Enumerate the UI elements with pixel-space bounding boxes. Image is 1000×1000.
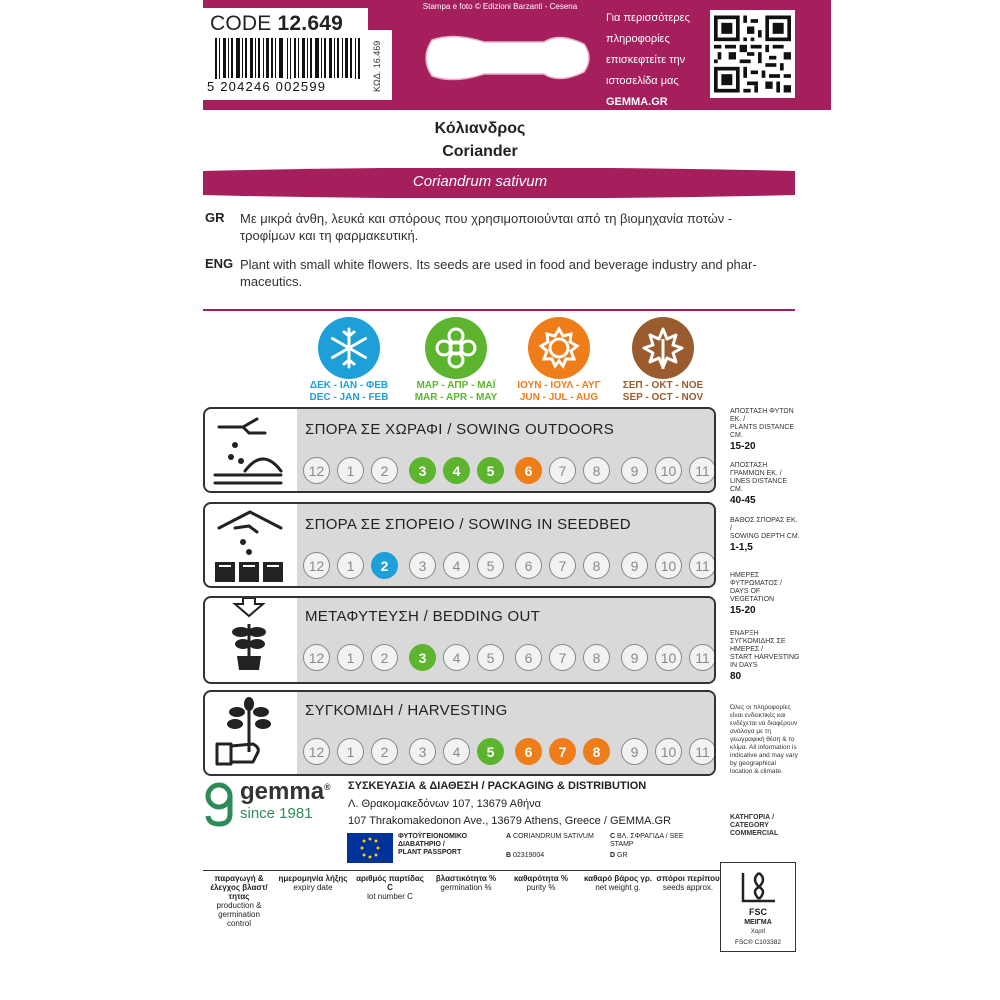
side-info-label: DAYS OF VEGETATION (730, 588, 775, 603)
passport-field-value: CORIANDRUM SATIVUM (513, 833, 594, 840)
month-11: 11 (689, 552, 716, 579)
footer-label-en: lot number C (367, 892, 413, 901)
side-info-value: 40-45 (730, 495, 756, 506)
kod-strip (368, 30, 392, 100)
month-8: 8 (583, 644, 610, 671)
footer-label-en: germination % (440, 883, 492, 892)
brand-name (240, 778, 331, 806)
season-label-en: MAR - APR - MAY (414, 392, 498, 403)
footer-label-gr: βλαστικότητα % (435, 874, 497, 883)
month-9: 9 (621, 552, 648, 579)
month-10: 10 (655, 738, 682, 765)
passport-b (506, 852, 606, 860)
description-line: τροφίμων και τη φαρμακευτική. (240, 228, 419, 243)
print-credit: Stampa e foto © Edizioni Barzanti - Cesena (422, 2, 578, 11)
month-1: 1 (337, 457, 364, 484)
activity-row-harvesting (203, 690, 716, 776)
flower-icon (425, 317, 487, 379)
month-9: 9 (621, 457, 648, 484)
description-line: Με μικρά άνθη, λευκά και σπόρους που χρησιμοποιούνται από τη βιομηχανία ποτών - (240, 211, 733, 226)
address-greek: Λ. Θρακομακεδόνων 107, 13679 Αθήνα (348, 798, 542, 810)
seedbed-icon (205, 504, 295, 586)
side-info-start-harvesting (730, 630, 800, 684)
month-7: 7 (549, 644, 576, 671)
side-info-value: 1-1,5 (730, 542, 753, 553)
side-info-label: ΑΠΟΣΤΑΣΗ ΓΡΑΜΜΩΝ ΕΚ. / (730, 462, 782, 477)
passport-title (398, 833, 498, 857)
footer-label-gr: αριθμός παρτίδας C (356, 874, 424, 892)
info-line: ιστοσελίδα μας (606, 75, 679, 87)
season-label-gr: ΙΟΥΝ - ΙΟΥΛ - ΑΥΓ (517, 380, 601, 391)
month-4: 4 (443, 457, 470, 484)
latin-name: Coriandrum sativum (412, 173, 548, 190)
lang-code-gr: GR (205, 210, 225, 225)
month-11: 11 (689, 738, 716, 765)
month-7: 7 (549, 552, 576, 579)
lang-code-en: ENG (205, 256, 234, 271)
description-gr (240, 210, 800, 244)
season-summer (504, 380, 614, 404)
month-7: 7 (549, 457, 576, 484)
brand-word: gemma (240, 778, 325, 805)
barcode-icon (215, 38, 365, 84)
footer-col-seeds (656, 874, 720, 892)
month-6: 6 (515, 644, 542, 671)
side-info-label: START HARVESTING IN DAYS (730, 654, 800, 669)
activity-row-sowing-seedbed (203, 502, 716, 588)
month-9: 9 (621, 644, 648, 671)
activity-title: ΣΥΓΚΟΜΙΔΗ / HARVESTING (305, 702, 508, 719)
month-1: 1 (337, 552, 364, 579)
passport-field-label: C (610, 833, 616, 840)
season-label-gr: ΔΕΚ - ΙΑΝ - ΦΕΒ (309, 380, 389, 391)
side-info-label: ΒΑΘΟΣ ΣΠΟΡΑΣ ΕΚ. / (730, 517, 798, 532)
month-4: 4 (443, 552, 470, 579)
side-info-label: ΗΜΕΡΕΣ ΦΥΤΡΩΜΑΤΟΣ / (730, 572, 782, 587)
qr-code-icon[interactable] (710, 10, 795, 98)
side-note: Όλες οι πληροφορίες είναι ενδεικτικές και ενδέχεται να διαφέρουν ανάλογα με τη γεωγραφική θέση & το κλίμα. All information is indicative and may vary by geographical location & climate. (730, 704, 798, 775)
footer-label-en: net weight g. (595, 883, 641, 892)
info-line: επισκεφτείτε την (606, 54, 686, 66)
description-en (240, 256, 800, 290)
eu-flag-icon (347, 833, 393, 863)
footer-col-weight (582, 874, 654, 892)
month-3: 3 (409, 552, 436, 579)
month-5: 5 (477, 552, 504, 579)
season-spring (401, 380, 511, 404)
activity-title: ΣΠΟΡΑ ΣΕ ΧΩΡΑΦΙ / SOWING OUTDOORS (305, 421, 615, 438)
footer-label-gr: ημερομηνία λήξης (278, 874, 348, 883)
brand-since: since 1981 (240, 805, 313, 822)
month-6: 6 (515, 738, 542, 765)
barcode-number: 5 204246 002599 (207, 79, 365, 94)
divider (203, 309, 795, 311)
passport-field-value: ΒΛ. ΣΦΡΑΓΙΔΑ / SEE STAMP (610, 833, 684, 848)
season-label-en: SEP - OCT - NOV (622, 392, 704, 403)
footer-label-en: seeds approx. (662, 883, 714, 892)
month-7: 7 (549, 738, 576, 765)
sun-icon (528, 317, 590, 379)
passport-d (610, 852, 700, 860)
footer-col-germination (430, 874, 502, 892)
footer-label-gr: καθαρό βάρος γρ. (583, 874, 653, 883)
month-8: 8 (583, 738, 610, 765)
month-3: 3 (409, 738, 436, 765)
code-label: CODE (210, 12, 272, 35)
activity-row-sowing-outdoors (203, 407, 716, 493)
side-info-lines-distance (730, 462, 800, 508)
month-5: 5 (477, 457, 504, 484)
activity-row-bedding-out (203, 596, 716, 684)
sowing-outdoors-icon (205, 409, 295, 491)
side-info-label: ΑΠΟΣΤΑΣΗ ΦΥΤΩΝ ΕΚ. / (730, 408, 794, 423)
month-4: 4 (443, 644, 470, 671)
passport-field-value: 02319004 (513, 852, 545, 859)
side-info-value: 80 (730, 671, 742, 682)
category (730, 814, 800, 838)
description-line: Plant with small white flowers. Its seeds are used in food and beverage industry and phar- (240, 257, 757, 272)
month-1: 1 (337, 644, 364, 671)
fsc-logo: FSC (749, 907, 767, 917)
month-1: 1 (337, 738, 364, 765)
info-line: Για περισσότερες (606, 12, 690, 24)
month-9: 9 (621, 738, 648, 765)
month-12: 12 (303, 738, 330, 765)
month-3: 3 (409, 457, 436, 484)
leaf-icon (632, 317, 694, 379)
season-label-en: DEC - JAN - FEB (309, 392, 389, 403)
month-5: 5 (477, 644, 504, 671)
passport-a (506, 833, 606, 841)
category-label: ΚΑΤΗΓΟΡΙΑ / CATEGORY (730, 814, 775, 829)
season-winter (294, 380, 404, 404)
month-6: 6 (515, 552, 542, 579)
month-11: 11 (689, 644, 716, 671)
fsc-badge (720, 862, 796, 952)
season-autumn (608, 380, 718, 404)
footer-col-purity (505, 874, 577, 892)
snowflake-icon (318, 317, 380, 379)
code-number: 12.649 (277, 12, 343, 35)
footer-label-gr: παραγωγή & έλεγχος βλαστ/τητας (210, 874, 268, 901)
website-link[interactable]: GEMMA.GR (606, 96, 668, 108)
activity-title: ΜΕΤΑΦΥΤΕΥΣΗ / BEDDING OUT (305, 608, 541, 625)
month-2: 2 (371, 457, 398, 484)
transplant-icon (205, 598, 295, 682)
footer-label-gr: καθαρότητα % (513, 874, 569, 883)
hang-hole-icon (394, 12, 604, 104)
side-info-label: LINES DISTANCE CM. (730, 478, 788, 493)
fsc-label: ΜΕΙΓΜΑ (744, 919, 772, 926)
month-3: 3 (409, 644, 436, 671)
month-2: 2 (371, 644, 398, 671)
info-line: πληροφορίες (606, 33, 670, 45)
month-4: 4 (443, 738, 470, 765)
category-value: COMMERCIAL (730, 830, 779, 837)
description-line: maceutics. (240, 274, 303, 289)
month-2: 2 (371, 552, 398, 579)
address-english: 107 Thrakomakedonon Ave., 13679 Athens, Greece / GEMMA.GR (348, 815, 672, 827)
footer-col-production (205, 874, 273, 928)
side-info-plants-distance (730, 408, 800, 454)
packaging-title: ΣΥΣΚΕΥΑΣΙΑ & ΔΙΑΘΕΣΗ / PACKAGING & DISTRIBUTION (348, 780, 647, 792)
month-2: 2 (371, 738, 398, 765)
kod-number: ΚΩΔ. 16.469 (372, 40, 382, 92)
season-label-en: JUN - JUL - AUG (519, 392, 599, 403)
month-10: 10 (655, 644, 682, 671)
month-11: 11 (689, 457, 716, 484)
fsc-code: FSC® C103382 (735, 939, 781, 946)
month-12: 12 (303, 644, 330, 671)
footer-label-en: production & germination control (216, 901, 262, 928)
passport-field-label: B (506, 852, 512, 859)
month-10: 10 (655, 552, 682, 579)
month-12: 12 (303, 457, 330, 484)
fsc-tree-icon (739, 869, 779, 905)
harvest-icon (205, 692, 295, 774)
info-block (606, 8, 712, 113)
passport-title-gr: ΦΥΤΟΫΓΕΙΟΝΟΜΙΚΟ ΔΙΑΒΑΤΗΡΙΟ / (398, 833, 468, 848)
month-8: 8 (583, 457, 610, 484)
activity-title: ΣΠΟΡΑ ΣΕ ΣΠΟΡΕΙΟ / SOWING IN SEEDBED (305, 516, 631, 533)
registered-mark: ® (324, 782, 331, 792)
side-info-days-vegetation (730, 572, 800, 618)
passport-c (610, 833, 700, 849)
footer-label-gr: σπόροι περίπου (656, 874, 720, 883)
month-10: 10 (655, 457, 682, 484)
side-info-sowing-depth (730, 517, 800, 555)
product-code (210, 12, 343, 36)
fsc-sub: Χαρτί (750, 929, 766, 935)
footer-col-lot (355, 874, 425, 901)
side-info-label: SOWING DEPTH CM. (730, 533, 800, 540)
month-12: 12 (303, 552, 330, 579)
product-name-greek: Κόλιανδρος (434, 120, 526, 137)
gemma-logo-icon (203, 780, 237, 828)
side-info-value: 15-20 (730, 605, 756, 616)
footer-col-expiry (278, 874, 348, 892)
passport-title-en: PLANT PASSPORT (398, 849, 462, 856)
footer-divider (203, 870, 795, 871)
passport-field-label: A (506, 833, 512, 840)
passport-field-label: D (610, 852, 616, 859)
season-label-gr: ΣΕΠ - ΟΚΤ - ΝΟΕ (622, 380, 704, 391)
footer-label-en: purity % (526, 883, 556, 892)
month-6: 6 (515, 457, 542, 484)
side-info-label: ΕΝΑΡΞΗ ΣΥΓΚΟΜΙΔΗΣ ΣΕ ΗΜΕΡΕΣ / (730, 630, 786, 653)
month-5: 5 (477, 738, 504, 765)
side-info-label: PLANTS DISTANCE CM. (730, 424, 795, 439)
passport-field-value: GR (617, 852, 628, 859)
side-info-value: 15-20 (730, 441, 756, 452)
season-label-gr: ΜΑΡ - ΑΠΡ - ΜΑΪ (416, 380, 496, 391)
month-8: 8 (583, 552, 610, 579)
footer-label-en: expiry date (293, 883, 333, 892)
product-name-english: Coriander (442, 143, 518, 160)
